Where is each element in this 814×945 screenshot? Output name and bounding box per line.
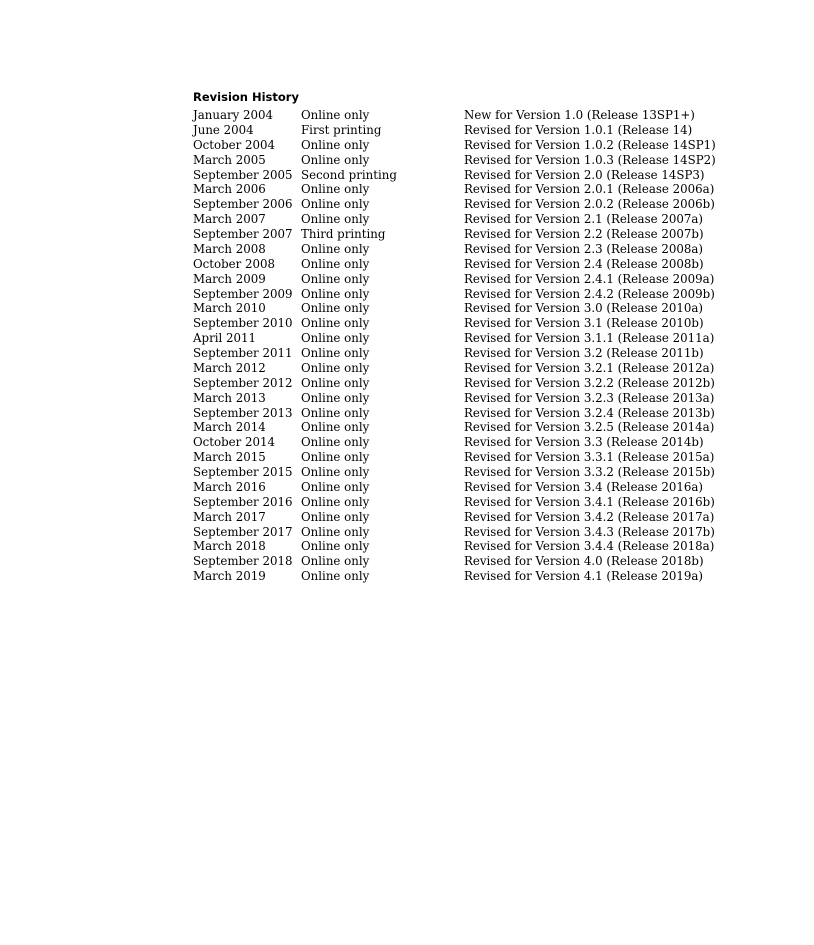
table-row [193,227,724,242]
table-row [193,138,724,153]
revision-date: March 2012 [193,360,266,375]
revision-date: October 2004 [193,137,276,152]
document-page [193,89,753,584]
revision-status: Online only [301,212,370,227]
revision-status: Online only [301,494,370,509]
revision-status: Online only [301,509,370,524]
revision-date: March 2019 [193,569,266,584]
revision-description: Revised for Version 3.1.1 (Release 2011a) [464,331,715,346]
revision-description: Revised for Version 1.0.3 (Release 14SP2) [464,152,716,167]
table-row [193,272,724,287]
table-row [193,331,724,346]
revision-description: Revised for Version 3.3 (Release 2014b) [464,435,704,450]
revision-date: March 2017 [193,509,266,524]
table-row [193,510,724,525]
table-row [193,554,724,569]
revision-status: Online only [301,108,370,122]
table-row [193,465,724,480]
table-row [193,257,724,272]
table-row [193,539,724,554]
revision-date: June 2004 [193,122,254,137]
revision-status: Online only [301,256,370,271]
revision-date: March 2018 [193,539,266,554]
revision-status: Online only [301,137,370,152]
revision-status: Second printing [301,167,397,182]
revision-status: Online only [301,420,370,435]
revision-date: September 2013 [193,405,293,420]
table-row [193,406,724,421]
table-row [193,346,724,361]
revision-description: Revised for Version 1.0.1 (Release 14) [464,122,693,137]
revision-status: Online only [301,375,370,390]
revision-description: Revised for Version 3.4.3 (Release 2017b) [464,524,715,539]
revision-history-table [193,108,724,584]
revision-date: September 2015 [193,465,293,479]
table-row [193,108,724,123]
revision-status: Online only [301,450,370,465]
revision-date: January 2004 [193,108,274,122]
revision-status: Online only [301,331,370,346]
revision-status: Online only [301,435,370,450]
revision-date: September 2012 [193,375,293,390]
table-row [193,287,724,302]
revision-description: Revised for Version 3.2.4 (Release 2013b) [464,405,715,420]
revision-description: Revised for Version 4.0 (Release 2018b) [464,554,704,569]
revision-date: October 2008 [193,256,276,271]
revision-description: Revised for Version 3.2 (Release 2011b) [464,346,704,360]
revision-description: Revised for Version 2.0.1 (Release 2006a) [464,182,715,197]
revision-date: March 2010 [193,301,266,316]
revision-description: Revised for Version 3.4 (Release 2016a) [464,479,704,494]
revision-date: September 2005 [193,167,293,182]
table-row [193,242,724,257]
revision-description: New for Version 1.0 (Release 13SP1+) [464,108,695,122]
revision-description: Revised for Version 3.4.2 (Release 2017a) [464,509,715,524]
revision-date: September 2018 [193,554,293,569]
table-row [193,569,724,584]
revision-description: Revised for Version 4.1 (Release 2019a) [464,569,704,584]
revision-status: Online only [301,271,370,286]
revision-description: Revised for Version 3.0 (Release 2010a) [464,301,704,316]
revision-description: Revised for Version 3.4.4 (Release 2018a) [464,539,715,554]
table-row [193,376,724,391]
revision-status: Online only [301,569,370,584]
revision-date: March 2016 [193,479,266,494]
revision-date: September 2016 [193,494,293,509]
revision-description: Revised for Version 2.2 (Release 2007b) [464,227,704,241]
table-row [193,182,724,197]
revision-date: September 2009 [193,286,293,301]
revision-date: September 2007 [193,227,293,241]
table-row [193,525,724,540]
revision-history-title: Revision History [193,90,299,104]
table-row [193,435,724,450]
revision-date: September 2011 [193,346,293,360]
revision-date: March 2008 [193,241,266,256]
revision-description: Revised for Version 3.3.2 (Release 2015b) [464,465,715,479]
table-row [193,450,724,465]
revision-description: Revised for Version 3.2.1 (Release 2012a) [464,360,715,375]
table-row [193,153,724,168]
revision-description: Revised for Version 2.0.2 (Release 2006b) [464,197,715,212]
revision-date: April 2011 [193,331,257,346]
revision-status: Online only [301,286,370,301]
table-row [193,301,724,316]
table-row [193,420,724,435]
revision-description: Revised for Version 2.4.1 (Release 2009a) [464,271,715,286]
table-row [193,197,724,212]
revision-description: Revised for Version 3.2.2 (Release 2012b) [464,375,715,390]
revision-date: September 2006 [193,197,293,212]
revision-status: Online only [301,465,370,479]
revision-status: Online only [301,301,370,316]
revision-description: Revised for Version 2.0 (Release 14SP3) [464,167,705,182]
revision-description: Revised for Version 2.4 (Release 2008b) [464,256,704,271]
revision-status: Online only [301,152,370,167]
revision-description: Revised for Version 1.0.2 (Release 14SP1) [464,137,716,152]
revision-description: Revised for Version 3.3.1 (Release 2015a) [464,450,715,465]
table-row [193,361,724,376]
revision-description: Revised for Version 2.3 (Release 2008a) [464,241,704,256]
revision-description: Revised for Version 3.2.3 (Release 2013a) [464,390,715,405]
table-row [193,391,724,406]
revision-status: Online only [301,360,370,375]
revision-status: Online only [301,479,370,494]
revision-status: Online only [301,197,370,212]
table-row [193,212,724,227]
table-row [193,480,724,495]
revision-status: First printing [301,122,382,137]
revision-date: March 2014 [193,420,266,435]
revision-status: Online only [301,346,370,360]
table-row [193,495,724,510]
revision-status: Online only [301,539,370,554]
revision-status: Online only [301,241,370,256]
table-row [193,123,724,138]
revision-date: October 2014 [193,435,276,450]
revision-date: March 2015 [193,450,266,465]
revision-description: Revised for Version 2.1 (Release 2007a) [464,212,704,227]
revision-status: Online only [301,554,370,569]
revision-rows [193,108,724,584]
revision-description: Revised for Version 3.4.1 (Release 2016b) [464,494,715,509]
revision-date: March 2009 [193,271,266,286]
revision-status: Online only [301,390,370,405]
revision-description: Revised for Version 2.4.2 (Release 2009b) [464,286,715,301]
revision-date: March 2006 [193,182,266,197]
table-row [193,168,724,183]
revision-status: Online only [301,316,370,331]
revision-description: Revised for Version 3.1 (Release 2010b) [464,316,704,331]
revision-date: September 2010 [193,316,293,331]
revision-status: Third printing [301,227,386,241]
revision-date: March 2005 [193,152,266,167]
revision-date: March 2013 [193,390,266,405]
revision-status: Online only [301,524,370,539]
revision-description: Revised for Version 3.2.5 (Release 2014a) [464,420,715,435]
table-row [193,316,724,331]
revision-status: Online only [301,405,370,420]
revision-date: March 2007 [193,212,266,227]
revision-status: Online only [301,182,370,197]
revision-date: September 2017 [193,524,293,539]
